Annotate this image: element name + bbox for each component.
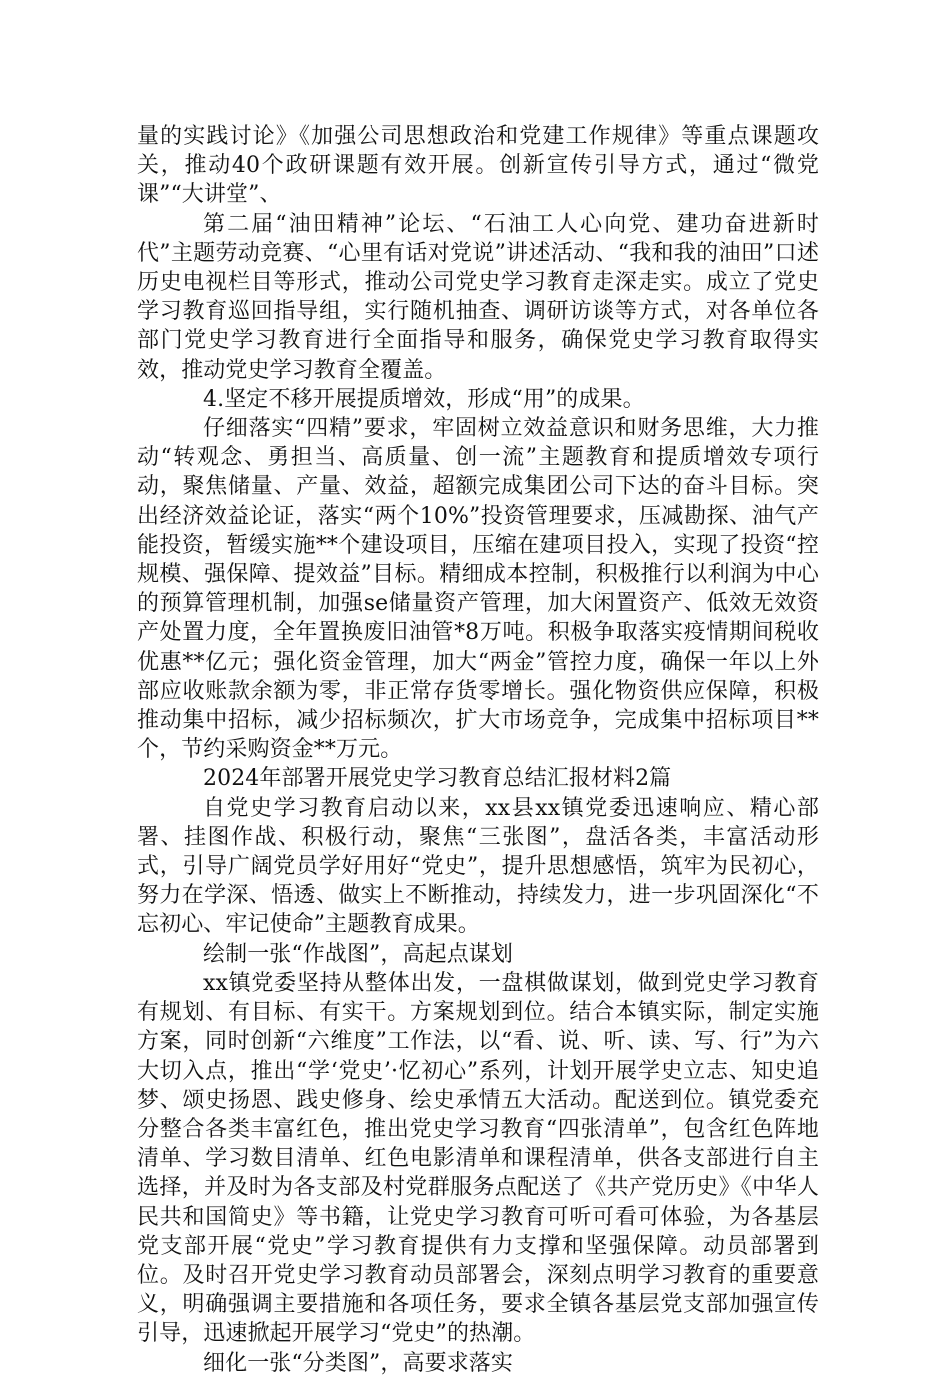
paragraph-events: 第二届“油田精神”论坛、“石油工人心向党、建功奋进新时代”主题劳动竞赛、“心里有话对党说”讲述活动、“我和我的油田”口述历史电视栏目等形式，推动公司党史学习教育走深走实。成立了党史学习教育巡回指导组，实行随机抽查、调研访谈等方式，对各单位各部门党史学习教育进行全面指导和服务，确保党史学习教育取得实效，推动党史学习教育全覆盖。 xyxy=(137,211,819,383)
section-heading-4: 4.坚定不移开展提质增效，形成“用”的成果。 xyxy=(203,386,645,412)
section-heading-category-map: 细化一张“分类图”，高要求落实 xyxy=(203,1350,513,1376)
paragraph-planning: xx镇党委坚持从整体出发，一盘棋做谋划，做到党史学习教育有规划、有目标、有实干。方案规划到位。结合本镇实际，制定实施方案，同时创新“六维度”工作法，以“看、说、听、读、写、行”为六大切入点，推出“学‘党史’·忆初心”系列，计划开展学史立志、知史追梦、颂史扬恩、践史修身、绘史承情五大活动。配送到位。镇党委充分整合各类丰富红色，推出党史学习教育“四张清单”，包含红色阵地清单、学习数目清单、红色电影清单和课程清单，供各支部进行自主选择，并及时为各支部及村党群服务点配送了《共产党历史》《中华人民共和国简史》等书籍，让党史学习教育可听可看可体验，为各基层党支部开展“党史”学习教育提供有力支撑和坚强保障。动员部署到位。及时召开党史学习教育动员部署会，深刻点明学习教育的重要意义，明确强调主要措施和各项任务，要求全镇各基层党支部加强宣传引导，迅速掀起开展学习“党史”的热潮。 xyxy=(137,970,819,1347)
section-heading-battle-map: 绘制一张“作战图”，高起点谋划 xyxy=(203,941,513,967)
document-body xyxy=(137,122,819,1378)
paragraph-continuation: 量的实践讨论》《加强公司思想政治和党建工作规律》等重点课题攻关，推动40个政研课题有效开展。创新宣传引导方式，通过“微党课”“大讲堂”、 xyxy=(137,124,819,208)
paragraph-efficiency: 仔细落实“四精”要求，牢固树立效益意识和财务思维，大力推动“转观念、勇担当、高质量、创一流”主题教育和提质增效专项行动，聚焦储量、产量、效益，超额完成集团公司下达的奋斗目标。突出经济效益论证，落实“两个10%”投资管理要求，压减勘探、油气产能投资，暂缓实施**个建设项目，压缩在建项目投入，实现了投资“控规模、强保障、提效益”目标。精细成本控制，积极推行以利润为中心的预算管理机制，加强se储量资产管理，加大闲置资产、低效无效资产处置力度，全年置换废旧油管*8万吨。积极争取落实疫情期间税收优惠**亿元；强化资金管理，加大“两金”管控力度，确保一年以上外部应收账款余额为零，非正常存货零增长。强化物资供应保障，积极推动集中招标，减少招标频次，扩大市场竞争，完成集中招标项目**个，节约采购资金**万元。 xyxy=(137,416,819,763)
document-subtitle: 2024年部署开展党史学习教育总结汇报材料2篇 xyxy=(203,766,672,792)
paragraph-intro: 自党史学习教育启动以来，xx县xx镇党委迅速响应、精心部署、挂图作战、积极行动，聚焦“三张图”，盘活各类，丰富活动形式，引导广阔党员学好用好“党史”，提升思想感悟，筑牢为民初心，努力在学深、悟透、做实上不断推动，持续发力，进一步巩固深化“不忘初心、牢记使命”主题教育成果。 xyxy=(137,795,819,938)
